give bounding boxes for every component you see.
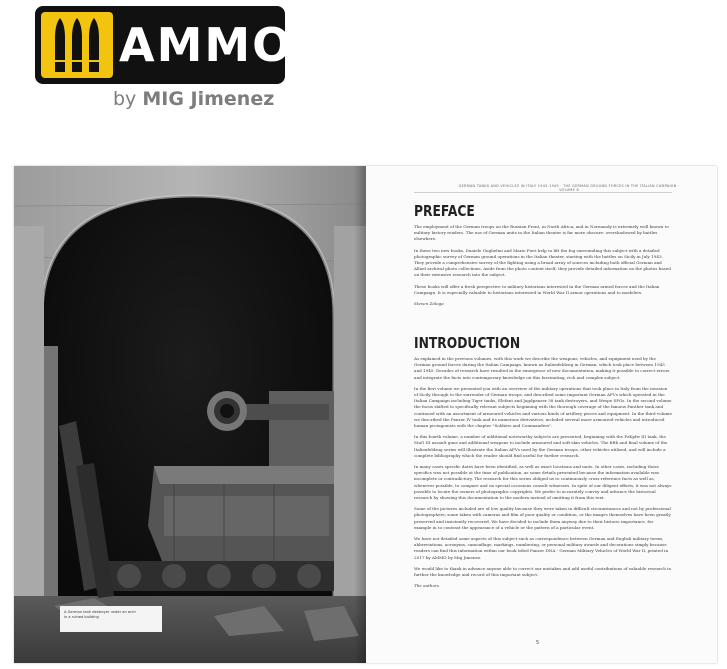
introduction-signature: The authors <box>414 583 439 589</box>
photo-caption: A German tank destroyer under an arch in a ruined building <box>64 610 136 619</box>
brand-wordmark: AMMO <box>119 18 294 72</box>
preface-body <box>414 224 672 312</box>
introduction-paragraph: In many cases specific dates have been identified, as well as exact locations and units. In other cases, including those specifics was not possible at the time of publication, as some details presented because the information available was incomplete or contradictory. The research for this series obliged us to continuously cross-reference facts as well as, whenever possible, to compare and on special occasions consult witnesses. In spite of our diligent efforts, it was not always possible to locate the owners of photographic copyrights. We prefer to accurately convey and advance the historical research by showing this documentation to the modern instead of omitting it from this text. <box>414 464 672 501</box>
introduction-paragraph: As explained in the previous volumes, with this work we describe the weapons, vehicles, and equipment used by the German ground forces during the Italian Campaign, known as Italienfeldzug in German, which took place between 1943 and 1945. Decades of research have resulted in the emergence of new documentation, making it possible to correct errors and integrate the facts into contemporary knowledge on this fascinating, rich and complex subject. <box>414 356 670 380</box>
ammo-logo <box>35 6 294 84</box>
bullets-icon <box>41 12 113 78</box>
byline-maker: MIG Jimenez <box>142 88 275 110</box>
introduction-paragraph: Some of the pictures included are of low quality because they were taken in difficult circumstances and not by professional photographers; some taken with cameras and film of poor quality or condition, or the images themselves have been greatly preserved and insistently recovered. We have decided to include them anyway due to their historic importance, for example in to contrast the appearance of a vehicle or the pattern of a particular event. <box>414 506 671 530</box>
byline-prefix: by <box>113 88 137 110</box>
preface-paragraph: The employment of the German troops on the Russian Front, in North Africa, and in Normandy is extremely well known to military history readers. The use of German units in the Italian theater is far more obscure: overshadowed by battles elsewhere. <box>414 224 669 242</box>
text-page <box>366 166 717 663</box>
photo-page <box>14 166 366 663</box>
tank-photo <box>14 166 366 663</box>
introduction-paragraph: We have not detailed some aspects of this subject such as correspondence between German and English military terms, abbreviations, acronyms, camouflage, markings, numbering, or personal military awards and decorations simply because readers can find this information within our book titled Panzer DNA - German Military Vehicles of World War II, printed in 2017 by AMMO by Mig Jimenez. <box>414 536 669 560</box>
header-rule <box>414 192 672 193</box>
book-spread <box>14 166 717 663</box>
introduction-body <box>414 356 672 595</box>
preface-heading: PREFACE <box>414 202 475 220</box>
preface-paragraph: These books will offer a fresh perspective to military historians interested in the German armed forces and the Italian Campaign. It is especially valuable to historians interested in World War II armor operations and to modelers. <box>414 283 660 295</box>
brand-byline <box>113 88 274 110</box>
introduction-paragraph: In the first volume we presented you with an overview of the military operations that took place in Italy from the invasion of Sicily through to the surrender of German troops, and described some important German AFVs which operated in the Italian Campaign including Tiger tanks, Elefant and Jagdpanzer 38 tank destroyers, and Wespe SPGs. In the second volume the focus shifted to specifically relevant subjects beginning with the thorough coverage of the famous Panther tank and continued with an assortment of armoured vehicles and various kinds of artillery pieces and equipment. In the third volume we described the Panzer IV tank and its numerous derivatives, included several more armoured vehicles and introduced human protagonists with the chapter "Soldiers and Commanders". <box>414 385 672 429</box>
introduction-paragraph: We would like to thank in advance anyone able to correct our mistakes and add useful contributions of valuable research to further the knowledge and record of this important subject. <box>414 565 672 578</box>
photo-caption-box <box>60 606 162 632</box>
preface-paragraph: In these two new books, Daniele Guglielmi and Mario Pieri help to lift the fog surrounding this subject with a detailed photographic survey of German ground operations in the Italian theater, starting with the battles on Sicily in July 1943. They provide a comprehensive survey of the fighting using a broad array of sources including both official German and Allied archival photo collections. Aside from the photo content itself, they provide detailed information on the photos based on their extensive research into the subject. <box>414 247 671 278</box>
page-number: 5 <box>536 640 540 646</box>
introduction-heading: INTRODUCTION <box>414 334 521 352</box>
preface-signature: Steven Zaloga <box>414 301 444 307</box>
introduction-paragraph: In this fourth volume, a number of additional noteworthy subjects are presented, beginning with the PzKpfw III tank, the StuG III assault guns and additional weapons to include armoured and soft-skin vehicles. The fifth and final volume of the Italienfeldzug series will illustrate the Italian AFVs used by the German troops, other vehicles utilized, and will include a complete bibliography which the reader should find useful for further research. <box>414 434 668 458</box>
running-head: GERMAN TANKS AND VEHICLES IN ITALY 1943-1945 · THE GERMAN GROUND FORCES IN THE ITALIAN CAMPAIGN · VOLUME 6 <box>458 184 680 192</box>
